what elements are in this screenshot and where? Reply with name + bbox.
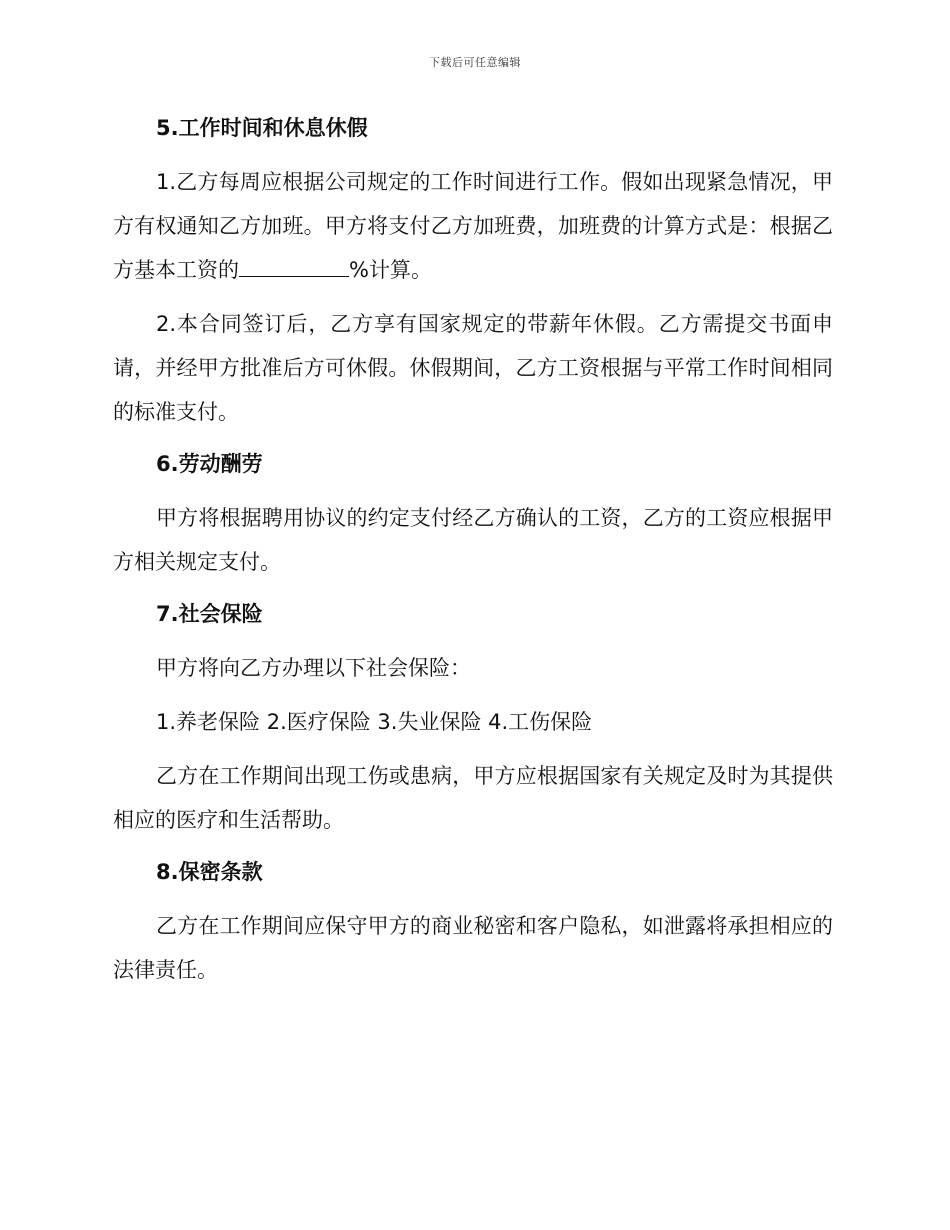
page-header: 下载后可任意编辑 (429, 56, 521, 69)
section-6-heading: 6.劳动酬劳 (156, 452, 263, 476)
section-5-heading: 5.工作时间和休息休假 (156, 116, 368, 140)
section-7-insurance-list: 1.养老保险 2.医疗保险 3.失业保险 4.工伤保险 (156, 710, 593, 734)
fill-in-blank-line (239, 256, 349, 277)
section-6-paragraph-1: 甲方将根据聘用协议的约定支付经乙方确认的工资，乙方的工资应根据甲方相关规定支付。 (113, 506, 833, 574)
section-5-paragraph-1-text: 1.乙方每周应根据公司规定的工作时间进行工作。假如出现紧急情况，甲方有权通知乙方加班。甲方将支付乙方加班费，加班费的计算方式是：根据乙方基本工资的 (113, 170, 833, 282)
section-7-heading: 7.社会保险 (156, 602, 263, 626)
section-5-paragraph-1-tail: %计算。 (349, 258, 432, 282)
section-5-paragraph-1 (113, 160, 833, 292)
section-7-paragraph-1: 甲方将向乙方办理以下社会保险： (156, 656, 471, 680)
section-8-paragraph-1: 乙方在工作期间应保守甲方的商业秘密和客户隐私，如泄露将承担相应的法律责任。 (113, 914, 833, 982)
section-7-paragraph-3: 乙方在工作期间出现工伤或患病，甲方应根据国家有关规定及时为其提供相应的医疗和生活帮助。 (113, 764, 833, 832)
section-8-heading: 8.保密条款 (156, 860, 263, 884)
section-5-paragraph-2: 2.本合同签订后，乙方享有国家规定的带薪年休假。乙方需提交书面申请，并经甲方批准后方可休假。休假期间，乙方工资根据与平常工作时间相同的标准支付。 (113, 312, 833, 424)
document-body (113, 108, 833, 992)
